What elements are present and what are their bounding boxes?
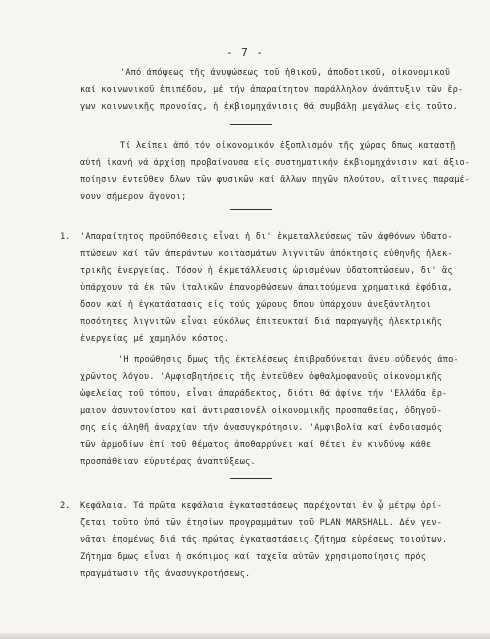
item1-number: 1.	[60, 232, 71, 242]
item1-line: ὑπάρχουν τά ἐκ τῶν ἰταλικῶν ἐπανορθώσεων ἀπαιτούμενα χρηματικά ἐφόδια,	[80, 283, 453, 293]
para2-line: νουν σήμερον ἄγονοι;	[80, 192, 187, 202]
para1-line: γων κοινωνικῆς προνοίας, ἡ ἐκβιομηχάνισις θά συμβάλῃ μεγάλως εἰς τοῦτο.	[80, 102, 458, 112]
item2-line: πραγμάτωσιν τῆς ἀνασυγκροτήσεως.	[80, 569, 251, 579]
item1-line: ποσότητες λιγνιτῶν εἶναι εὐκόλως ἐπιτευκταί διά παραγωγῆς ἠλεκτρικῆς	[80, 317, 443, 327]
para2-line: ποίησιν ἐντεῦθεν δλων τῶν φυσικῶν καί ἄλλων πηγῶν πλούτου, αἵτινες παραμέ-	[80, 175, 471, 185]
section-divider	[230, 124, 272, 125]
item2-line: νᾶται ἑπομένως διά τάς πρώτας ἐγκαταστάσεις ζήτημα εὑρέσεως τοιούτων.	[80, 535, 448, 545]
para1-line: 'Από άπόψεως τῆς ἀνυψώσεως τοῦ ἠθικοῦ, ἀποδοτικοῦ, οἰκονομικοῦ	[120, 68, 451, 78]
page-number: - 7 -	[225, 46, 265, 59]
item1-line: χρῶντος λόγου. 'Αμφισβητήσεις τῆς ἐντεῦθεν ὀφθαλμοφανοῦς οἰκονομικῆς	[80, 372, 443, 382]
item1-line: ὠφελείας τοῦ τόπου, εἶναι ἀπαράδεκτος, διότι θά ἀφίνε τήν 'Ελλάδα ἔρ-	[80, 389, 448, 399]
item1-line: 'Απαραίτητος προϋπόθεσις εἶναι ἡ δι' ἐκμεταλλεύσεως τῶν ἀφθόνων ὑδατο-	[80, 232, 453, 242]
item1-line: προσπάθειαν εὐρυτέρας ἀναπτύξεως.	[80, 457, 256, 467]
para2-line: Τί λείπει ἀπό τόν οἰκονομικόν ἐξοπλισμόν τῆς χώρας δπως καταστῇ	[120, 141, 456, 151]
item1-line: τῶν ἁρμοδίων ἐπί τοῦ θέματος ἀποθαρρύνει καί θέτει ἐν κινδύνῳ κάθε	[80, 440, 432, 450]
item2-line: Κεφάλαια. Τά πρῶτα κεφάλαια ἐγκαταστάσεως παρέχονται ἐν ᾧ μέτρῳ ὁρί-	[80, 501, 443, 511]
item1-line: ἐνεργείας μέ χαμηλόν κόστος.	[80, 334, 230, 344]
para2-line: αὐτή ἱκανή νά ἀρχίσῃ προβαίνουσα εἰς συστηματικήν ἐκβιομηχάνισιν καί ἀξιο-	[80, 158, 471, 168]
item1-line: μαιον ἀσυντονίστου καί ἀντιρασιονέλ οἰκονομικῆς προσπαθείας, ὁδηγοῦ-	[80, 406, 443, 416]
page-bottom-edge	[0, 633, 490, 639]
item2-line: Ζήτημα δμως εἶναι ἡ σκόπιμος καί ταχεῖα αὐτῶν χρησιμοποίησις πρός	[80, 552, 427, 562]
section-divider	[230, 209, 272, 210]
item1-line: σης εἰς ἀληθῆ ἀναρχίαν τήν ἀνασυγκρότησιν. 'Αμφιβολία καί ἐνδοιασμός	[80, 423, 443, 433]
section-divider	[230, 478, 272, 479]
item1-line: πτώσεων καί τῶν ἀπεράντων κοιτασμάτων λιγνιτῶν ἀπόκτησις εὐθηνῆς ἠλεκ-	[80, 249, 453, 259]
item2-number: 2.	[60, 501, 71, 511]
item1-line: δσον καί ἡ ἐγκατάστασις εἰς τούς χώρους δπου ὑπάρχουν ἀνεξάντλητοι	[80, 300, 432, 310]
item1-line: τρικῆς ἐνεργείας. Τόσον ἡ ἐκμετάλλευσις ὡρισμένων ὑδατοπτώσεων, δι' ἃς	[80, 266, 453, 276]
para1-line: καί κοινωνικοῦ ἐπιπέδου, μέ τήν ἀπαραίτητον παράλληλον ἀνάπτυξιν τῶν ἔρ-	[80, 85, 464, 95]
item2-line: ζεται τοῦτο ὑπό τῶν ἐτησίων προγραμμάτων τοῦ PLAN MARSHALL. Δέν γεν-	[80, 518, 443, 528]
item1-line: 'Η προώθησις δμως τῆς ἐκτελέσεως ἐπιβραδύνεται ἄνευ οὐδενός ἀπο-	[118, 355, 459, 365]
